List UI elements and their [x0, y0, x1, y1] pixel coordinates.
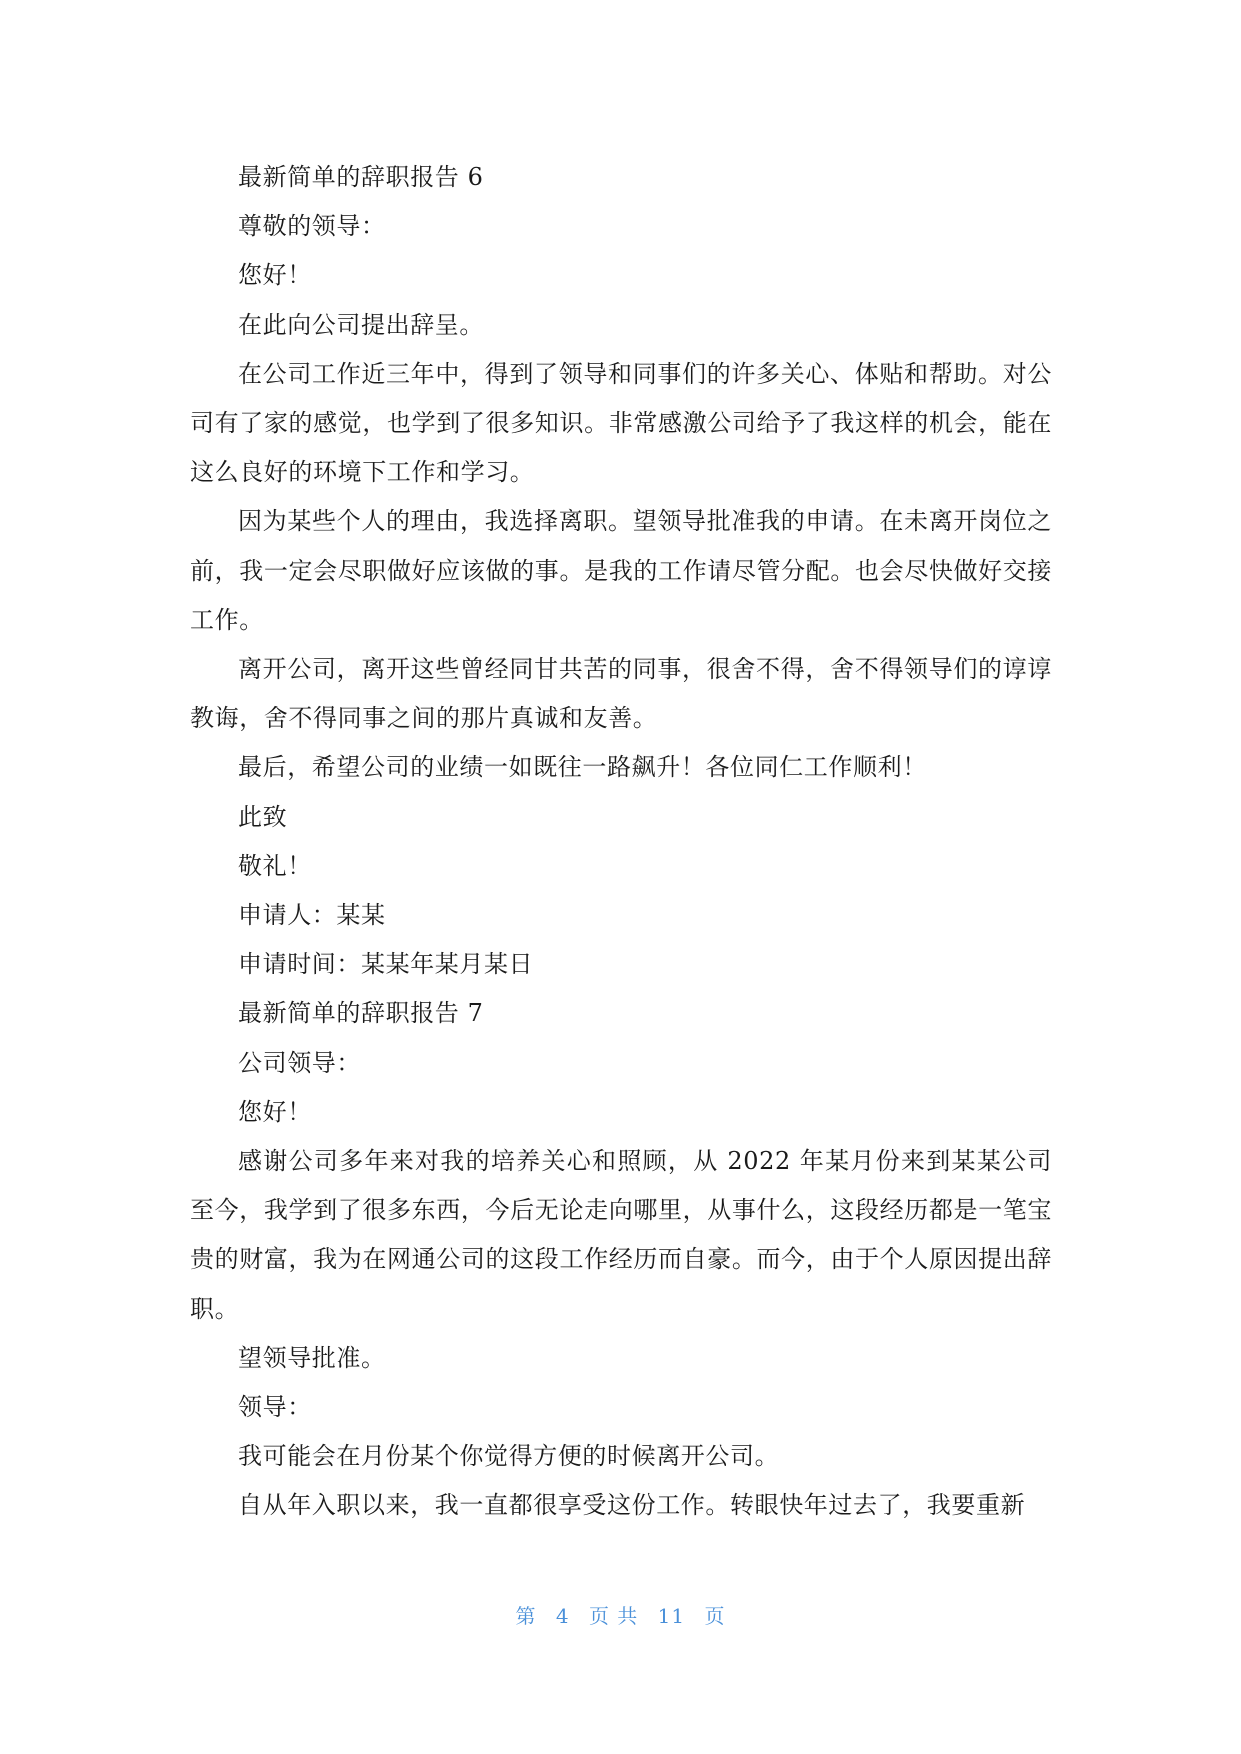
footer-middle: 页 共 [588, 1604, 639, 1628]
application-date: 申请时间：某某年某月某日 [238, 950, 534, 979]
closing-regards: 敬礼！ [238, 851, 312, 880]
body-paragraph: 因为某些个人的理由，我选择离职。望领导批准我的申请。在未离开岗位之前，我一定会尽职做好应该做的事。是我的工作请尽管分配。也会尽快做好交接工作。 [190, 507, 1052, 634]
body-paragraph: 在公司工作近三年中，得到了领导和同事们的许多关心、体贴和帮助。对公司有了家的感觉，也学到了很多知识。非常感激公司给予了我这样的机会，能在这么良好的环境下工作和学习。 [190, 359, 1052, 487]
greeting: 您好！ [238, 261, 312, 290]
body-paragraph: 我可能会在月份某个你觉得方便的时候离开公司。 [238, 1442, 780, 1471]
body-paragraph: 在此向公司提出辞呈。 [238, 310, 484, 339]
salutation: 尊敬的领导： [238, 212, 386, 241]
body-paragraph: 望领导批准。 [238, 1343, 386, 1372]
footer-suffix: 页 [704, 1604, 726, 1628]
total-pages-number: 11 [657, 1604, 686, 1628]
report-title: 最新简单的辞职报告 6 [238, 163, 484, 191]
closing: 此致 [238, 802, 288, 831]
body-paragraph: 最后，希望公司的业绩一如既往一路飙升！各位同仁工作顺利！ [238, 753, 927, 782]
body-paragraph: 自从年入职以来，我一直都很享受这份工作。转眼快年过去了，我要重新 [238, 1491, 1026, 1520]
body-paragraph: 感谢公司多年来对我的培养关心和照顾，从 2022 年某月份来到某某公司至今，我学到了很多东西，今后无论走向哪里，从事什么，这段经历都是一笔宝贵的财富，我为在网通公司的这段工作经历而自豪。而今，由于个人原因提出辞职。 [190, 1147, 1052, 1323]
greeting: 您好！ [238, 1097, 312, 1126]
salutation: 领导： [238, 1393, 312, 1422]
salutation: 公司领导： [238, 1048, 361, 1077]
current-page-number: 4 [555, 1604, 570, 1628]
report-title: 最新简单的辞职报告 7 [238, 999, 484, 1028]
body-paragraph: 离开公司，离开这些曾经同甘共苦的同事，很舍不得，舍不得领导们的谆谆教诲，舍不得同事之间的那片真诚和友善。 [190, 655, 1052, 733]
applicant: 申请人：某某 [238, 901, 386, 930]
document-body [190, 153, 1052, 1531]
footer-prefix: 第 [515, 1604, 537, 1628]
page-footer [0, 1600, 1241, 1629]
